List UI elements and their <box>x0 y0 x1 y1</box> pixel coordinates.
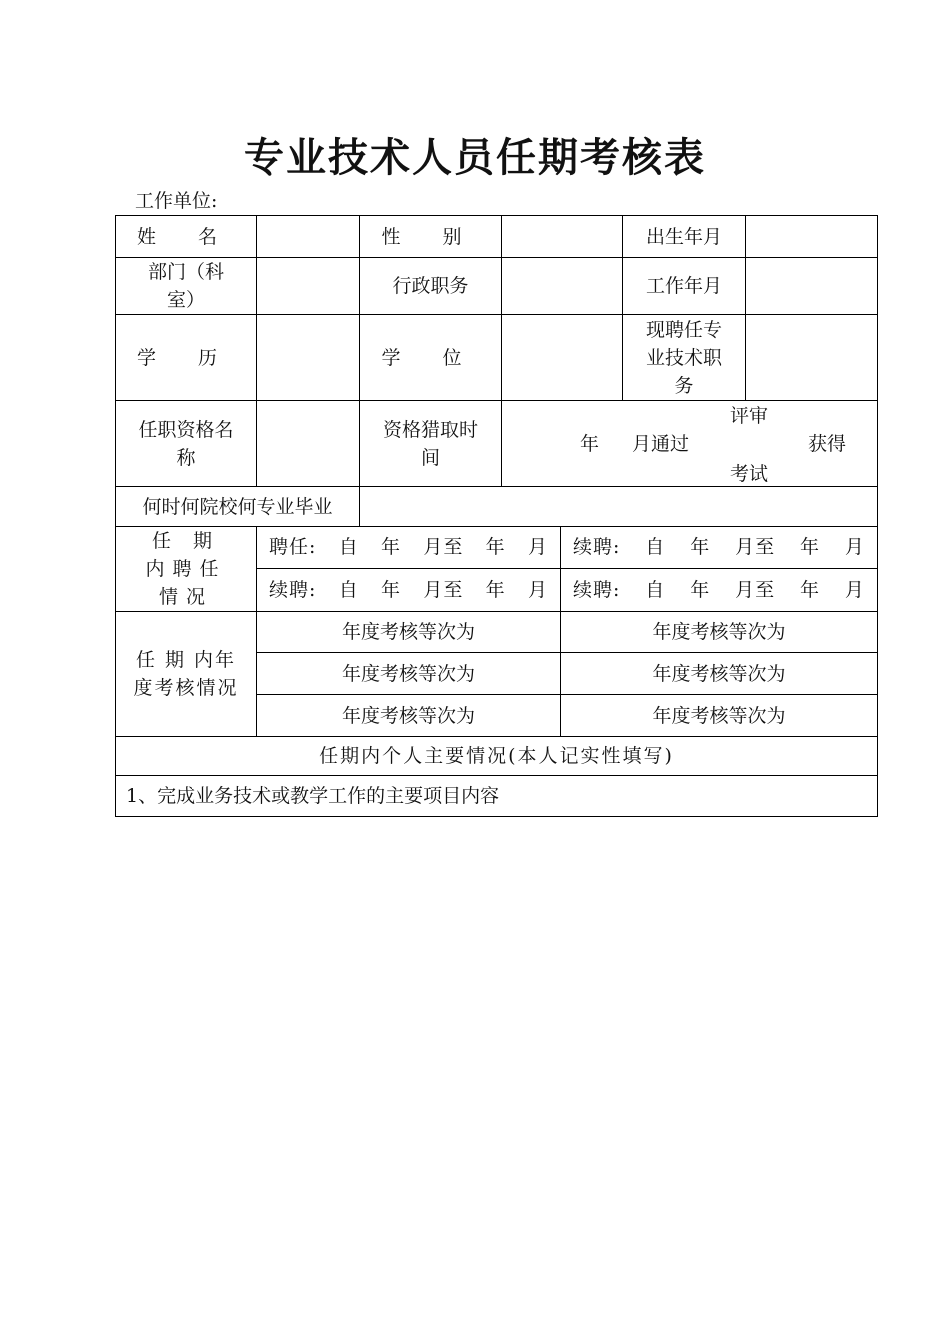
name-label: 姓 名 <box>116 216 257 258</box>
appt-4-month-end: 月 <box>844 578 865 601</box>
appt-3-year: 年 <box>381 578 402 601</box>
row-item-1 <box>116 776 878 817</box>
current-post-label: 现聘任专业技术职务 <box>623 315 746 401</box>
education-label: 学 历 <box>116 315 257 401</box>
qual-time-label: 资格猎取时间 <box>360 401 502 487</box>
appt-4-year: 年 <box>690 578 711 601</box>
appt-1-type: 聘任: <box>269 536 317 559</box>
appt-1-month-end: 月 <box>527 536 548 559</box>
personal-section-heading: 任期内个人主要情况(本人记实性填写) <box>116 737 878 776</box>
annual-eval-3[interactable]: 年度考核等次为 <box>257 653 561 695</box>
appointment-2[interactable] <box>561 527 878 569</box>
graduation-field[interactable] <box>360 487 878 527</box>
appt-4-type: 续聘: <box>573 578 621 601</box>
page-title: 专业技术人员任期考核表 <box>244 135 706 181</box>
appt-2-month-end: 月 <box>844 536 865 559</box>
row-name <box>116 216 878 258</box>
appt-2-from: 自 <box>645 536 666 559</box>
annual-eval-6[interactable]: 年度考核等次为 <box>561 695 878 737</box>
qual-time-field[interactable] <box>502 401 878 487</box>
degree-label: 学 位 <box>360 315 502 401</box>
dept-field[interactable] <box>257 258 360 315</box>
appt-3-type: 续聘: <box>269 578 317 601</box>
term-eval-label: 任 期 内年度考核情况 <box>116 612 257 737</box>
appt-2-month-to: 月至 <box>735 536 776 559</box>
appt-3-month-end: 月 <box>527 578 548 601</box>
appt-2-year-end: 年 <box>800 536 821 559</box>
row-appointment-1 <box>116 527 878 569</box>
item-1-label: 1、完成业务技术或教学工作的主要项目内容 <box>116 776 878 817</box>
qual-year: 年 <box>580 432 600 455</box>
qual-month-pass: 月通过 <box>632 432 690 455</box>
row-graduation <box>116 487 878 527</box>
row-qualification <box>116 401 878 487</box>
qual-name-field[interactable] <box>257 401 360 487</box>
gender-label: 性 别 <box>360 216 502 258</box>
gender-field[interactable] <box>502 216 623 258</box>
birth-label: 出生年月 <box>623 216 746 258</box>
appt-3-month-to: 月至 <box>423 578 464 601</box>
name-field[interactable] <box>257 216 360 258</box>
work-start-field[interactable] <box>746 258 878 315</box>
qual-review-option[interactable]: 评审 <box>730 404 769 427</box>
appt-4-year-end: 年 <box>800 578 821 601</box>
appt-1-year: 年 <box>381 536 402 559</box>
degree-field[interactable] <box>502 315 623 401</box>
term-appt-label: 任 期 内聘任情况 <box>116 527 257 612</box>
row-personal-section <box>116 737 878 776</box>
annual-eval-1[interactable]: 年度考核等次为 <box>257 612 561 653</box>
birth-field[interactable] <box>746 216 878 258</box>
appt-2-type: 续聘: <box>573 536 621 559</box>
qual-exam-option[interactable]: 考试 <box>730 462 769 485</box>
graduation-label: 何时何院校何专业毕业 <box>116 487 360 527</box>
appt-3-from: 自 <box>338 578 359 601</box>
education-field[interactable] <box>257 315 360 401</box>
admin-post-field[interactable] <box>502 258 623 315</box>
row-annual-eval-1 <box>116 612 878 653</box>
annual-eval-5[interactable]: 年度考核等次为 <box>257 695 561 737</box>
annual-eval-2[interactable]: 年度考核等次为 <box>561 612 878 653</box>
evaluation-form-table <box>115 215 878 817</box>
qual-obtain: 获得 <box>808 432 847 455</box>
appt-1-month-to: 月至 <box>423 536 464 559</box>
current-post-field[interactable] <box>746 315 878 401</box>
qual-name-label: 任职资格名称 <box>116 401 257 487</box>
appt-2-year: 年 <box>690 536 711 559</box>
appt-3-year-end: 年 <box>485 578 506 601</box>
appointment-1[interactable] <box>257 527 561 569</box>
admin-post-label: 行政职务 <box>360 258 502 315</box>
appt-4-month-to: 月至 <box>735 578 776 601</box>
appt-1-from: 自 <box>338 536 359 559</box>
appt-1-year-end: 年 <box>485 536 506 559</box>
row-education <box>116 315 878 401</box>
work-unit-label: 工作单位: <box>135 190 218 212</box>
dept-label: 部门（科室） <box>116 258 257 315</box>
work-start-label: 工作年月 <box>623 258 746 315</box>
annual-eval-4[interactable]: 年度考核等次为 <box>561 653 878 695</box>
appointment-3[interactable] <box>257 568 561 611</box>
appt-4-from: 自 <box>645 578 666 601</box>
appointment-4[interactable] <box>561 568 878 611</box>
row-dept <box>116 258 878 315</box>
